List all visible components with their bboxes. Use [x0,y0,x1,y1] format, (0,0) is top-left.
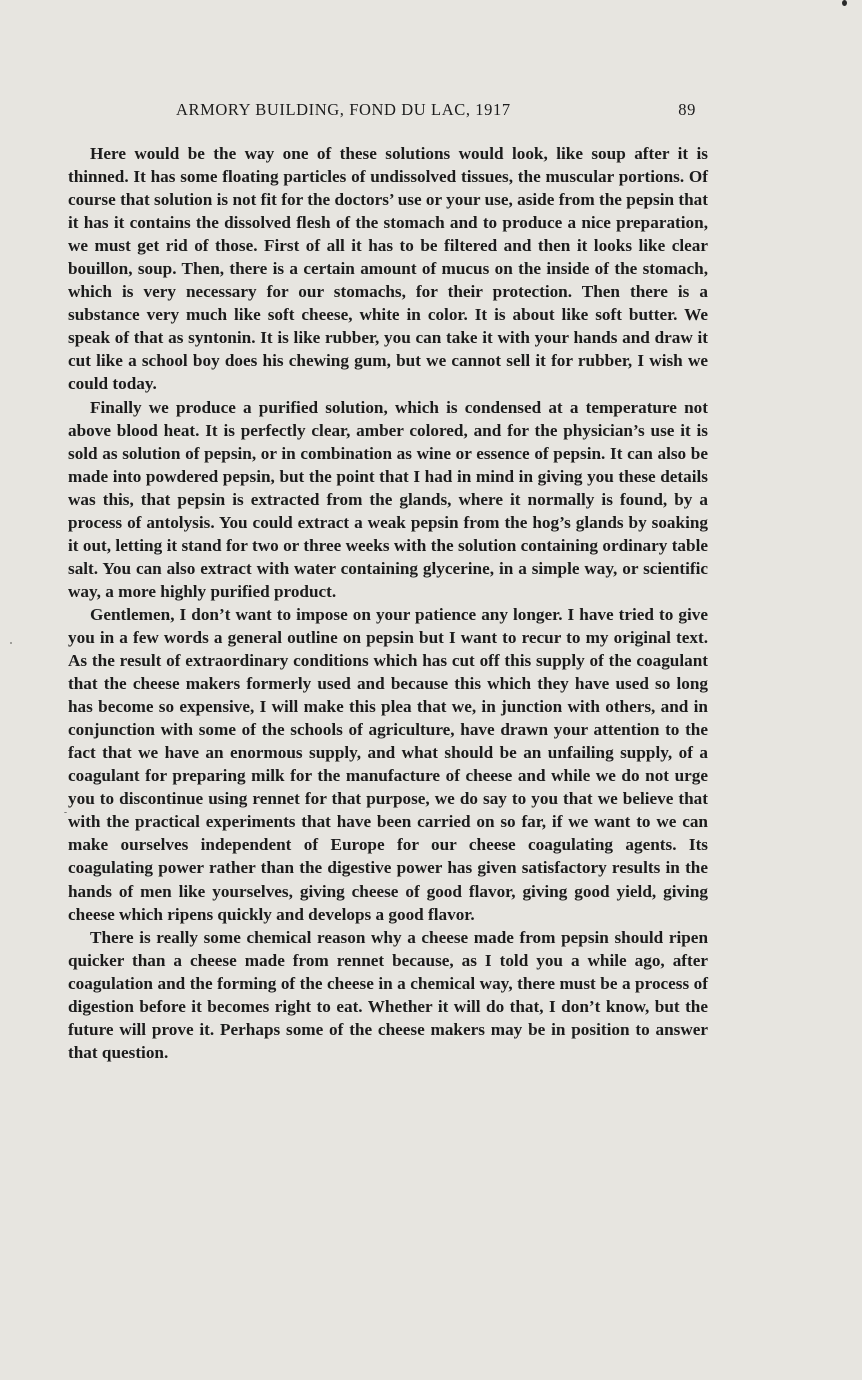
paragraph: Here would be the way one of these solutions would look, like soup after it is thinned. It has some floating particles of undissolved tissues, the muscular portions. Of course that solution is not fit for the doctors’ use or your use, aside from the pepsin that it has it contains the dissolved flesh of the stomach and to produce a nice preparation, we must get rid of those. First of all it has to be filtered and then it looks like clear bouillon, soup. Then, there is a certain amount of mucus on the inside of the stomach, which is very necessary for our stomachs, for their protection. Then there is a substance very much like soft cheese, white in color. It is about like soft butter. We speak of that as syntonin. It is like rubber, you can take it with your hands and draw it cut like a school boy does his chewing gum, but we cannot sell it for rubber, I wish we could today. [68,144,708,394]
paper-speck [842,0,847,6]
paper-speck [10,642,12,644]
page-body [68,142,708,1064]
paragraph: There is really some chemical reason why a cheese made from pepsin should ripen quicker than a cheese made from rennet because, as I told you a while ago, after coagulation and the forming of the cheese in a chemical way, there must be a process of digestion before it becomes right to eat. Whether it will do that, I don’t know, but the future will prove it. Perhaps some of the cheese makers may be in position to answer that question. [68,927,708,1062]
paragraph: Finally we produce a purified solution, which is condensed at a temperature not above blood heat. It is perfectly clear, amber colored, and for the physician’s use it is sold as solution of pepsin, or in combination as wine or essence of pepsin. It can also be made into powdered pepsin, but the point that I had in mind in giving you these details was this, that pepsin is extracted from the glands, where it normally is found, by a process of antolysis. You could extract a weak pepsin from the hog’s glands by soaking it out, letting it stand for two or three weeks with the solution containing ordinary table salt. You can also extract with water containing glycerine, in a simple way, or scientific way, a more highly purified product. [68,397,708,601]
paragraph: Gentlemen, I don’t want to impose on your patience any longer. I have tried to give you in a few words a general outline on pepsin but I want to recur to my original text. As the result of extraordinary conditions which has cut off this supply of the coagulant that the cheese makers formerly used and because this which they have used so long has become so expensive, I will make this plea that we, in junction with others, and in conjunction with some of the schools of agriculture, have drawn your attention to the fact that we have an enormous supply, and what should be an unfailing supply, of a coagulant for preparing milk for the manufacture of cheese and while we do not urge you to discontinue using rennet for that purpose, we do say to you that we believe that with the practical experiments that have been carried on so far, if we want to we can make ourselves independent of Europe for our cheese coagulating agents. Its coagulating power rather than the digestive power has given satisfactory results in the hands of men like yourselves, giving cheese of good flavor, giving good yield, giving cheese which ripens quickly and develops a good flavor. [68,604,708,924]
page-number: 89 [678,100,696,119]
running-header [176,100,696,124]
header-title: ARMORY BUILDING, FOND DU LAC, 1917 [176,100,511,119]
paper-speck [64,812,67,813]
